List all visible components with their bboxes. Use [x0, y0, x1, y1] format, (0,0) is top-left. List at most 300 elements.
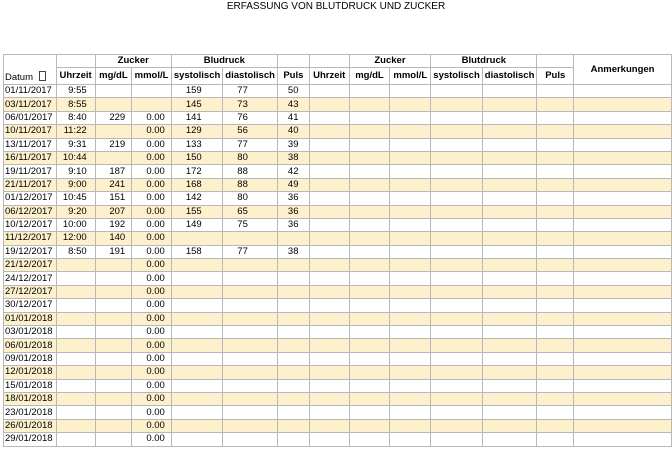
cell-empty[interactable]: [537, 433, 574, 446]
cell-empty[interactable]: [574, 178, 672, 191]
cell-empty[interactable]: [431, 151, 482, 164]
cell-empty[interactable]: [390, 406, 431, 419]
cell-empty[interactable]: [537, 326, 574, 339]
cell-mgdl[interactable]: [95, 339, 132, 352]
cell-uhrzeit[interactable]: [56, 285, 95, 298]
cell-empty[interactable]: [574, 392, 672, 405]
cell-systolisch[interactable]: [171, 259, 222, 272]
cell-empty[interactable]: [574, 125, 672, 138]
cell-diastolisch[interactable]: [223, 352, 278, 365]
cell-diastolisch[interactable]: 80: [223, 151, 278, 164]
cell-mgdl[interactable]: [95, 312, 132, 325]
cell-uhrzeit[interactable]: 8:50: [56, 245, 95, 258]
cell-mmol[interactable]: 0.00: [132, 299, 172, 312]
cell-empty[interactable]: [349, 312, 390, 325]
cell-mmol[interactable]: 0.00: [132, 352, 172, 365]
cell-puls[interactable]: [277, 392, 309, 405]
cell-systolisch[interactable]: [171, 379, 222, 392]
cell-empty[interactable]: [431, 285, 482, 298]
cell-diastolisch[interactable]: 77: [223, 85, 278, 98]
cell-empty[interactable]: [537, 352, 574, 365]
cell-empty[interactable]: [309, 379, 349, 392]
cell-datum[interactable]: 18/01/2018: [4, 392, 57, 405]
cell-empty[interactable]: [537, 406, 574, 419]
cell-empty[interactable]: [431, 232, 482, 245]
cell-systolisch[interactable]: 168: [171, 178, 222, 191]
cell-puls[interactable]: [277, 433, 309, 446]
cell-puls[interactable]: [277, 272, 309, 285]
cell-empty[interactable]: [349, 379, 390, 392]
cell-systolisch[interactable]: [171, 406, 222, 419]
cell-datum[interactable]: 21/11/2017: [4, 178, 57, 191]
cell-uhrzeit[interactable]: 9:00: [56, 178, 95, 191]
cell-empty[interactable]: [537, 98, 574, 111]
cell-systolisch[interactable]: 158: [171, 245, 222, 258]
cell-mgdl[interactable]: [95, 433, 132, 446]
cell-empty[interactable]: [309, 419, 349, 432]
cell-empty[interactable]: [574, 406, 672, 419]
cell-empty[interactable]: [482, 285, 537, 298]
cell-empty[interactable]: [390, 299, 431, 312]
cell-empty[interactable]: [309, 165, 349, 178]
cell-empty[interactable]: [482, 259, 537, 272]
cell-diastolisch[interactable]: [223, 366, 278, 379]
cell-diastolisch[interactable]: 88: [223, 165, 278, 178]
cell-datum[interactable]: 27/12/2017: [4, 285, 57, 298]
cell-datum[interactable]: 06/01/2018: [4, 339, 57, 352]
cell-empty[interactable]: [482, 151, 537, 164]
cell-empty[interactable]: [390, 259, 431, 272]
cell-diastolisch[interactable]: 76: [223, 111, 278, 124]
cell-empty[interactable]: [349, 259, 390, 272]
cell-mmol[interactable]: 0.00: [132, 232, 172, 245]
cell-datum[interactable]: 06/12/2017: [4, 205, 57, 218]
cell-systolisch[interactable]: 149: [171, 218, 222, 231]
cell-empty[interactable]: [349, 285, 390, 298]
cell-mgdl[interactable]: [95, 326, 132, 339]
cell-empty[interactable]: [309, 299, 349, 312]
cell-empty[interactable]: [309, 326, 349, 339]
cell-mgdl[interactable]: [95, 272, 132, 285]
cell-uhrzeit[interactable]: [56, 272, 95, 285]
cell-empty[interactable]: [390, 178, 431, 191]
cell-empty[interactable]: [309, 111, 349, 124]
cell-mgdl[interactable]: [95, 392, 132, 405]
cell-empty[interactable]: [537, 178, 574, 191]
cell-puls[interactable]: [277, 299, 309, 312]
cell-puls[interactable]: 43: [277, 98, 309, 111]
cell-empty[interactable]: [537, 419, 574, 432]
cell-diastolisch[interactable]: [223, 299, 278, 312]
cell-empty[interactable]: [482, 352, 537, 365]
cell-empty[interactable]: [349, 98, 390, 111]
cell-empty[interactable]: [349, 245, 390, 258]
cell-empty[interactable]: [431, 245, 482, 258]
cell-mmol[interactable]: 0.00: [132, 285, 172, 298]
cell-empty[interactable]: [309, 406, 349, 419]
cell-empty[interactable]: [390, 433, 431, 446]
cell-mmol[interactable]: [132, 85, 172, 98]
cell-puls[interactable]: [277, 406, 309, 419]
cell-empty[interactable]: [482, 326, 537, 339]
cell-diastolisch[interactable]: [223, 379, 278, 392]
cell-mgdl[interactable]: 192: [95, 218, 132, 231]
cell-systolisch[interactable]: 145: [171, 98, 222, 111]
cell-empty[interactable]: [482, 272, 537, 285]
cell-empty[interactable]: [390, 111, 431, 124]
cell-empty[interactable]: [390, 151, 431, 164]
cell-mgdl[interactable]: 241: [95, 178, 132, 191]
cell-uhrzeit[interactable]: [56, 352, 95, 365]
cell-diastolisch[interactable]: [223, 433, 278, 446]
cell-empty[interactable]: [431, 178, 482, 191]
cell-mgdl[interactable]: 140: [95, 232, 132, 245]
cell-empty[interactable]: [482, 218, 537, 231]
cell-uhrzeit[interactable]: 8:55: [56, 98, 95, 111]
cell-empty[interactable]: [390, 312, 431, 325]
cell-empty[interactable]: [309, 218, 349, 231]
cell-puls[interactable]: [277, 352, 309, 365]
cell-uhrzeit[interactable]: 9:20: [56, 205, 95, 218]
cell-mmol[interactable]: 0.00: [132, 419, 172, 432]
cell-empty[interactable]: [309, 205, 349, 218]
cell-mgdl[interactable]: 229: [95, 111, 132, 124]
cell-empty[interactable]: [431, 339, 482, 352]
cell-empty[interactable]: [431, 85, 482, 98]
cell-datum[interactable]: 09/01/2018: [4, 352, 57, 365]
cell-empty[interactable]: [482, 138, 537, 151]
cell-empty[interactable]: [390, 366, 431, 379]
cell-puls[interactable]: 50: [277, 85, 309, 98]
cell-uhrzeit[interactable]: [56, 433, 95, 446]
cell-empty[interactable]: [537, 312, 574, 325]
cell-empty[interactable]: [482, 178, 537, 191]
cell-empty[interactable]: [574, 218, 672, 231]
cell-empty[interactable]: [349, 218, 390, 231]
cell-empty[interactable]: [349, 392, 390, 405]
cell-datum[interactable]: 01/01/2018: [4, 312, 57, 325]
cell-empty[interactable]: [574, 245, 672, 258]
cell-uhrzeit[interactable]: 10:00: [56, 218, 95, 231]
cell-diastolisch[interactable]: 80: [223, 192, 278, 205]
cell-empty[interactable]: [349, 352, 390, 365]
cell-mmol[interactable]: 0.00: [132, 205, 172, 218]
cell-empty[interactable]: [309, 259, 349, 272]
cell-mmol[interactable]: 0.00: [132, 406, 172, 419]
cell-mgdl[interactable]: [95, 379, 132, 392]
cell-systolisch[interactable]: [171, 419, 222, 432]
cell-puls[interactable]: [277, 366, 309, 379]
cell-empty[interactable]: [537, 392, 574, 405]
cell-puls[interactable]: 41: [277, 111, 309, 124]
cell-empty[interactable]: [390, 392, 431, 405]
cell-systolisch[interactable]: 141: [171, 111, 222, 124]
cell-puls[interactable]: [277, 379, 309, 392]
cell-empty[interactable]: [574, 379, 672, 392]
cell-puls[interactable]: 49: [277, 178, 309, 191]
cell-uhrzeit[interactable]: 11:22: [56, 125, 95, 138]
cell-empty[interactable]: [390, 218, 431, 231]
cell-empty[interactable]: [574, 151, 672, 164]
cell-systolisch[interactable]: 142: [171, 192, 222, 205]
cell-diastolisch[interactable]: 77: [223, 245, 278, 258]
cell-empty[interactable]: [390, 352, 431, 365]
cell-empty[interactable]: [390, 245, 431, 258]
cell-empty[interactable]: [537, 218, 574, 231]
cell-empty[interactable]: [309, 339, 349, 352]
cell-mgdl[interactable]: 187: [95, 165, 132, 178]
cell-diastolisch[interactable]: [223, 406, 278, 419]
cell-datum[interactable]: 06/01/2017: [4, 111, 57, 124]
cell-empty[interactable]: [574, 232, 672, 245]
column-header-datum[interactable]: [4, 55, 57, 85]
cell-empty[interactable]: [349, 192, 390, 205]
cell-datum[interactable]: 26/01/2018: [4, 419, 57, 432]
cell-diastolisch[interactable]: 88: [223, 178, 278, 191]
cell-mgdl[interactable]: [95, 406, 132, 419]
cell-systolisch[interactable]: [171, 352, 222, 365]
cell-datum[interactable]: 10/11/2017: [4, 125, 57, 138]
cell-empty[interactable]: [574, 285, 672, 298]
cell-uhrzeit[interactable]: [56, 392, 95, 405]
cell-empty[interactable]: [390, 232, 431, 245]
cell-datum[interactable]: 16/11/2017: [4, 151, 57, 164]
cell-diastolisch[interactable]: [223, 419, 278, 432]
cell-datum[interactable]: 19/12/2017: [4, 245, 57, 258]
cell-puls[interactable]: 38: [277, 151, 309, 164]
cell-mmol[interactable]: 0.00: [132, 366, 172, 379]
cell-systolisch[interactable]: [171, 285, 222, 298]
cell-mmol[interactable]: 0.00: [132, 379, 172, 392]
cell-diastolisch[interactable]: [223, 232, 278, 245]
cell-puls[interactable]: 39: [277, 138, 309, 151]
cell-datum[interactable]: 12/01/2018: [4, 366, 57, 379]
cell-mgdl[interactable]: [95, 259, 132, 272]
cell-mmol[interactable]: [132, 98, 172, 111]
cell-systolisch[interactable]: [171, 326, 222, 339]
cell-systolisch[interactable]: [171, 312, 222, 325]
cell-empty[interactable]: [537, 366, 574, 379]
cell-mmol[interactable]: 0.00: [132, 125, 172, 138]
cell-diastolisch[interactable]: [223, 259, 278, 272]
cell-systolisch[interactable]: [171, 339, 222, 352]
cell-empty[interactable]: [390, 272, 431, 285]
cell-empty[interactable]: [349, 326, 390, 339]
cell-mmol[interactable]: 0.00: [132, 272, 172, 285]
cell-puls[interactable]: [277, 326, 309, 339]
cell-empty[interactable]: [431, 259, 482, 272]
cell-empty[interactable]: [390, 98, 431, 111]
cell-diastolisch[interactable]: 75: [223, 218, 278, 231]
cell-empty[interactable]: [349, 205, 390, 218]
cell-empty[interactable]: [309, 433, 349, 446]
cell-empty[interactable]: [574, 165, 672, 178]
cell-empty[interactable]: [309, 352, 349, 365]
cell-empty[interactable]: [537, 205, 574, 218]
cell-datum[interactable]: 23/01/2018: [4, 406, 57, 419]
cell-empty[interactable]: [537, 138, 574, 151]
cell-empty[interactable]: [309, 138, 349, 151]
cell-systolisch[interactable]: 129: [171, 125, 222, 138]
cell-empty[interactable]: [482, 419, 537, 432]
cell-mgdl[interactable]: [95, 352, 132, 365]
cell-empty[interactable]: [309, 272, 349, 285]
cell-empty[interactable]: [482, 165, 537, 178]
cell-empty[interactable]: [482, 299, 537, 312]
cell-empty[interactable]: [431, 98, 482, 111]
cell-empty[interactable]: [431, 165, 482, 178]
cell-empty[interactable]: [537, 165, 574, 178]
cell-empty[interactable]: [482, 339, 537, 352]
cell-datum[interactable]: 13/11/2017: [4, 138, 57, 151]
cell-empty[interactable]: [349, 138, 390, 151]
cell-puls[interactable]: 40: [277, 125, 309, 138]
cell-mgdl[interactable]: [95, 125, 132, 138]
cell-systolisch[interactable]: [171, 299, 222, 312]
cell-uhrzeit[interactable]: [56, 379, 95, 392]
cell-empty[interactable]: [309, 85, 349, 98]
cell-datum[interactable]: 10/12/2017: [4, 218, 57, 231]
cell-empty[interactable]: [431, 312, 482, 325]
cell-systolisch[interactable]: 172: [171, 165, 222, 178]
cell-empty[interactable]: [574, 366, 672, 379]
cell-empty[interactable]: [537, 125, 574, 138]
cell-mmol[interactable]: 0.00: [132, 111, 172, 124]
cell-empty[interactable]: [537, 285, 574, 298]
cell-puls[interactable]: [277, 285, 309, 298]
cell-empty[interactable]: [349, 419, 390, 432]
cell-mgdl[interactable]: 191: [95, 245, 132, 258]
cell-empty[interactable]: [574, 192, 672, 205]
cell-systolisch[interactable]: 133: [171, 138, 222, 151]
cell-systolisch[interactable]: [171, 433, 222, 446]
cell-empty[interactable]: [309, 151, 349, 164]
cell-empty[interactable]: [431, 379, 482, 392]
cell-diastolisch[interactable]: [223, 392, 278, 405]
cell-empty[interactable]: [574, 138, 672, 151]
cell-empty[interactable]: [390, 138, 431, 151]
cell-empty[interactable]: [537, 85, 574, 98]
cell-empty[interactable]: [431, 433, 482, 446]
cell-empty[interactable]: [349, 178, 390, 191]
cell-empty[interactable]: [390, 192, 431, 205]
cell-empty[interactable]: [309, 285, 349, 298]
cell-systolisch[interactable]: 150: [171, 151, 222, 164]
cell-empty[interactable]: [390, 125, 431, 138]
cell-empty[interactable]: [482, 192, 537, 205]
cell-systolisch[interactable]: 159: [171, 85, 222, 98]
cell-datum[interactable]: 24/12/2017: [4, 272, 57, 285]
cell-empty[interactable]: [482, 379, 537, 392]
cell-puls[interactable]: 36: [277, 192, 309, 205]
cell-datum[interactable]: 01/11/2017: [4, 85, 57, 98]
cell-puls[interactable]: 38: [277, 245, 309, 258]
cell-datum[interactable]: 30/12/2017: [4, 299, 57, 312]
cell-mgdl[interactable]: 219: [95, 138, 132, 151]
cell-empty[interactable]: [309, 312, 349, 325]
cell-empty[interactable]: [537, 232, 574, 245]
cell-puls[interactable]: 36: [277, 218, 309, 231]
cell-empty[interactable]: [390, 339, 431, 352]
cell-systolisch[interactable]: [171, 392, 222, 405]
cell-uhrzeit[interactable]: 10:45: [56, 192, 95, 205]
cell-diastolisch[interactable]: [223, 285, 278, 298]
cell-empty[interactable]: [431, 125, 482, 138]
cell-systolisch[interactable]: 155: [171, 205, 222, 218]
cell-empty[interactable]: [349, 151, 390, 164]
cell-puls[interactable]: [277, 259, 309, 272]
cell-empty[interactable]: [390, 419, 431, 432]
cell-empty[interactable]: [574, 111, 672, 124]
cell-empty[interactable]: [309, 192, 349, 205]
cell-mgdl[interactable]: [95, 85, 132, 98]
cell-empty[interactable]: [349, 85, 390, 98]
cell-empty[interactable]: [537, 272, 574, 285]
cell-datum[interactable]: 15/01/2018: [4, 379, 57, 392]
cell-uhrzeit[interactable]: 9:31: [56, 138, 95, 151]
cell-datum[interactable]: 11/12/2017: [4, 232, 57, 245]
cell-empty[interactable]: [482, 205, 537, 218]
cell-empty[interactable]: [537, 259, 574, 272]
cell-empty[interactable]: [431, 205, 482, 218]
cell-mmol[interactable]: 0.00: [132, 178, 172, 191]
cell-empty[interactable]: [390, 165, 431, 178]
cell-empty[interactable]: [574, 312, 672, 325]
cell-empty[interactable]: [431, 406, 482, 419]
cell-empty[interactable]: [574, 352, 672, 365]
cell-diastolisch[interactable]: [223, 339, 278, 352]
cell-empty[interactable]: [574, 433, 672, 446]
cell-uhrzeit[interactable]: [56, 419, 95, 432]
cell-uhrzeit[interactable]: 10:44: [56, 151, 95, 164]
cell-uhrzeit[interactable]: [56, 366, 95, 379]
cell-empty[interactable]: [431, 218, 482, 231]
cell-empty[interactable]: [309, 125, 349, 138]
cell-empty[interactable]: [390, 379, 431, 392]
cell-uhrzeit[interactable]: 8:40: [56, 111, 95, 124]
cell-empty[interactable]: [431, 352, 482, 365]
cell-empty[interactable]: [309, 98, 349, 111]
cell-empty[interactable]: [537, 379, 574, 392]
cell-mmol[interactable]: 0.00: [132, 339, 172, 352]
cell-empty[interactable]: [482, 366, 537, 379]
cell-mgdl[interactable]: 151: [95, 192, 132, 205]
cell-empty[interactable]: [349, 272, 390, 285]
cell-empty[interactable]: [390, 326, 431, 339]
cell-diastolisch[interactable]: [223, 312, 278, 325]
cell-uhrzeit[interactable]: [56, 326, 95, 339]
cell-uhrzeit[interactable]: [56, 339, 95, 352]
cell-empty[interactable]: [349, 125, 390, 138]
cell-mmol[interactable]: 0.00: [132, 192, 172, 205]
cell-mmol[interactable]: 0.00: [132, 165, 172, 178]
cell-empty[interactable]: [482, 245, 537, 258]
cell-mmol[interactable]: 0.00: [132, 312, 172, 325]
cell-empty[interactable]: [431, 419, 482, 432]
cell-empty[interactable]: [349, 339, 390, 352]
cell-datum[interactable]: 03/11/2017: [4, 98, 57, 111]
cell-empty[interactable]: [574, 85, 672, 98]
cell-mmol[interactable]: 0.00: [132, 245, 172, 258]
cell-empty[interactable]: [574, 339, 672, 352]
cell-empty[interactable]: [574, 205, 672, 218]
cell-mmol[interactable]: 0.00: [132, 326, 172, 339]
cell-empty[interactable]: [482, 392, 537, 405]
cell-uhrzeit[interactable]: [56, 299, 95, 312]
cell-diastolisch[interactable]: 73: [223, 98, 278, 111]
cell-empty[interactable]: [537, 192, 574, 205]
cell-uhrzeit[interactable]: [56, 259, 95, 272]
